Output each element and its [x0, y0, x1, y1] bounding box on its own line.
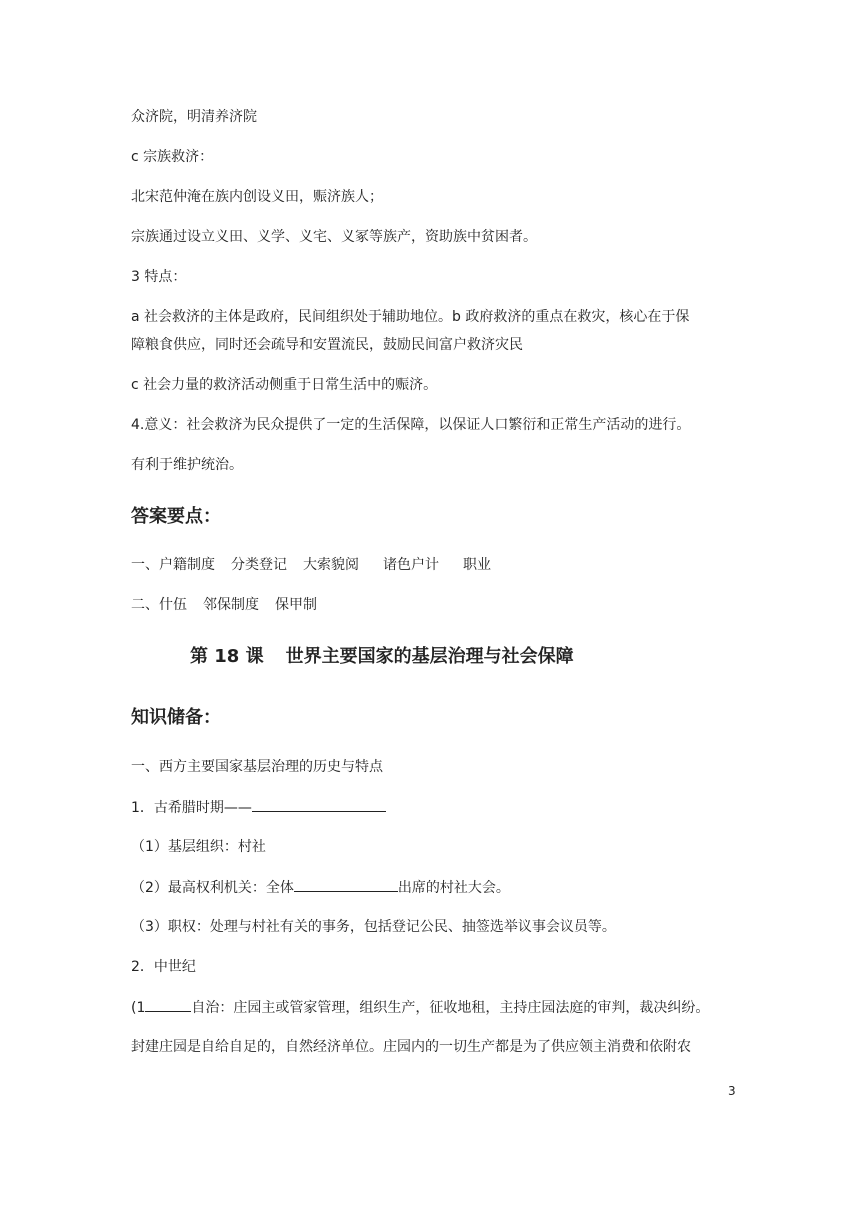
answer-item: 保甲制: [275, 597, 317, 613]
answer-row: [131, 555, 491, 575]
answer-blank[interactable]: [294, 877, 398, 892]
text-line: 3 特点：: [131, 269, 187, 285]
answer-item: 一、户籍制度: [131, 557, 215, 573]
text-line: 有利于维护统治。: [131, 457, 243, 473]
text-line: （1）基层组织：村社: [131, 839, 266, 855]
text-line: （3）职权：处理与村社有关的事务，包括登记公民、抽签选举议事会议员等。: [131, 919, 616, 935]
answer-heading: 答案要点：: [131, 506, 221, 527]
answer-item: 诸色户计: [383, 557, 439, 573]
text-line: 众济院，明清养济院: [131, 109, 257, 125]
text-line: 北宋范仲淹在族内创设义田，赈济族人；: [131, 189, 383, 205]
answer-row: [131, 595, 317, 615]
answer-blank[interactable]: [252, 797, 386, 812]
text-line: c 社会力量的救济活动侧重于日常生活中的赈济。: [131, 377, 438, 393]
answer-item: 二、什伍: [131, 597, 187, 613]
fill-blank-line: 1．古希腊时期——: [131, 797, 386, 818]
answer-item: 分类登记: [231, 557, 287, 573]
section-heading: 一、西方主要国家基层治理的历史与特点: [131, 759, 383, 775]
text-line: c 宗族救济：: [131, 149, 214, 165]
text-line: 4.意义：社会救济为民众提供了一定的生活保障，以保证人口繁衍和正常生产活动的进行。: [131, 417, 691, 433]
answer-item: 邻保制度: [203, 597, 259, 613]
answer-item: 大索貌阅: [303, 557, 359, 573]
answer-item: 职业: [463, 557, 491, 573]
page-number: 3: [728, 1084, 736, 1098]
text-line: 2．中世纪: [131, 959, 196, 975]
knowledge-heading: 知识储备：: [131, 707, 221, 728]
text-line: a 社会救济的主体是政府，民间组织处于辅助地位。b 政府救济的重点在救灾，核心在于保: [131, 309, 690, 325]
text-line: 宗族通过设立义田、义学、义宅、义冢等族产，资助族中贫困者。: [131, 229, 537, 245]
text-line: 障粮食供应，同时还会疏导和安置流民，鼓励民间富户救济灾民: [131, 337, 523, 353]
lesson-name: 世界主要国家的基层治理与社会保障: [285, 646, 574, 667]
fill-blank-line: (1 自治：庄园主或管家管理，组织生产，征收地租，主持庄园法庭的审判，裁决纠纷。: [131, 997, 709, 1018]
answer-blank[interactable]: [145, 997, 191, 1012]
text-line: 封建庄园是自给自足的，自然经济单位。庄园内的一切生产都是为了供应领主消费和依附农: [131, 1039, 691, 1055]
fill-blank-line: （2）最高权利机关：全体 出席的村社大会。: [131, 877, 510, 898]
lesson-number: 第 18 课: [190, 646, 264, 667]
